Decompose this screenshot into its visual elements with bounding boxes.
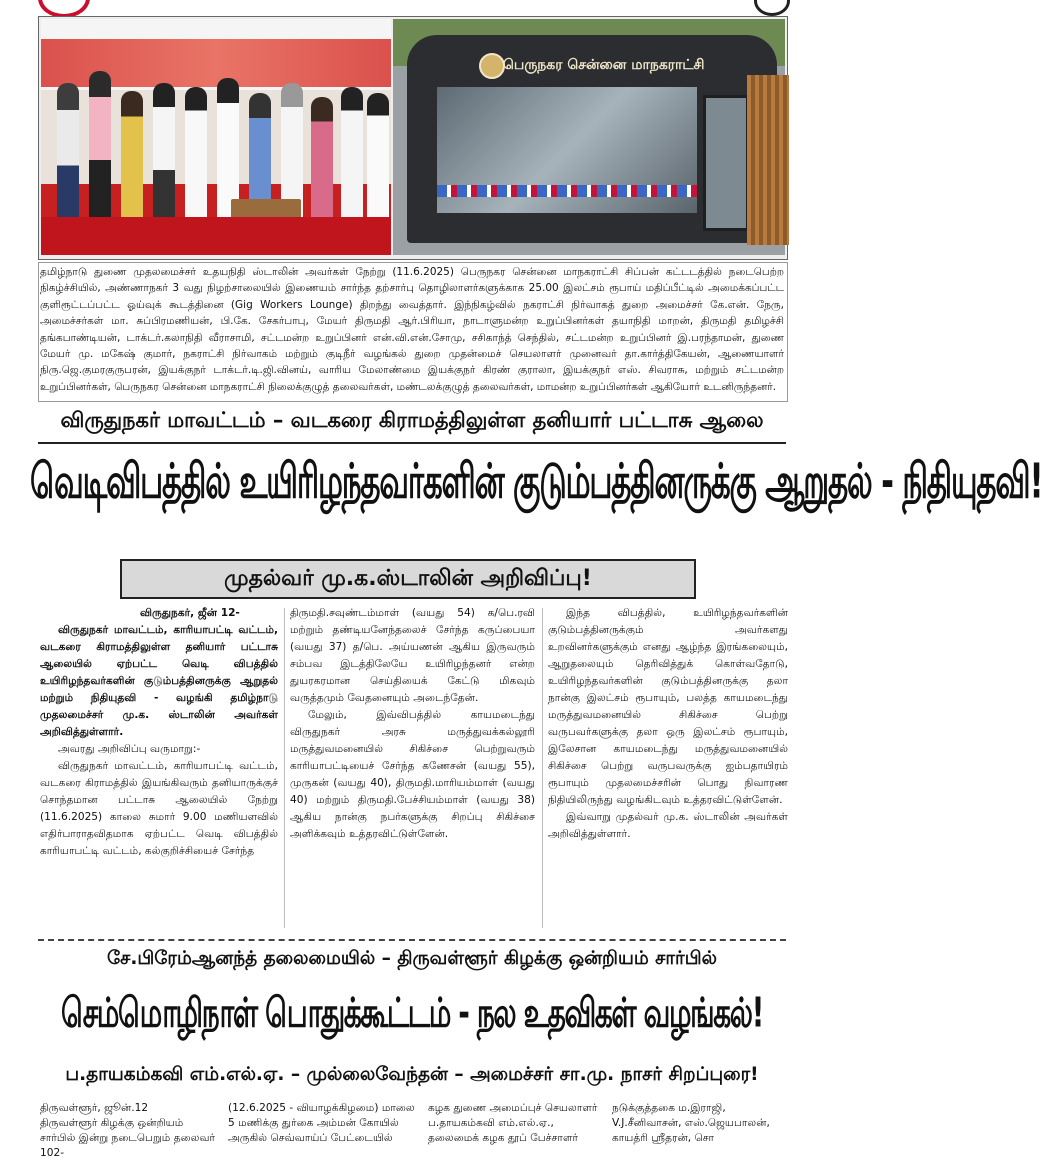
paragraph: இந்த விபத்தில், உயிரிழந்தவர்களின் குடும்பத்தினருக்கும் அவர்களது உறவினர்களுக்கும் எனது ஆழ்ந்த இரங்கலையும், ஆறுதலையும் தெரிவித்துக் கொள்வதோடு, உயிரிழந்தவர்களின் குடும்பத்தினருக்கு தலா நான்கு இலட்சம் ரூபாயும், பலத்த காயமடைந்து மருத்துவமனையில் சிகிச்சை பெற்று வருபவர்களுக்கு தலா ஒரு இலட்சம் ரூபாயும், இலேசான காயமடைந்து மருத்துவமனையில் சிகிச்சை பெற்று வருபவருக்கு ஐம்பதாயிரம் ரூபாயும் முதலமைச்சரின் பொது நிவாரண நிதியிலிருந்து வழங்கிடவும் உத்தரவிட்டுள்ளேன். — [548, 607, 788, 806]
person-figure — [341, 87, 363, 233]
story2-column-1: திருவள்ளூர், ஜூன்.12 திருவள்ளூர் கிழக்கு ஒன்றியம் சார்பில் இன்று நடைபெறும் தலைவர் 102- — [40, 1102, 216, 1159]
story1-column-2 — [290, 605, 535, 843]
story1-subhead: முதல்வர் மு.க.ஸ்டாலின் அறிவிப்பு! — [224, 566, 592, 591]
story2-column-4: நடுக்குத்தகை ம.இராஜி, V.J.சீனிவாசன், எஸ்.ஜெயபாலன், காயத்ரி ஸ்ரீதரன், சொ — [612, 1102, 770, 1144]
lounge-wood-panel — [747, 75, 789, 245]
person-figure — [367, 93, 389, 233]
dashed-divider — [38, 939, 786, 941]
divider — [38, 442, 786, 444]
photo-caption: தமிழ்நாடு துணை முதலமைச்சர் உதயநிதி ஸ்டாலின் அவர்கள் நேற்று (11.6.2025) பெருநகர சென்னை மாநகராட்சி சிப்பன் கட்டடத்தில் நடைபெற்ற நிகழ்ச்சியில், அண்ணாநகர் 3 வது நிழற்சாலையில் இணையம் சார்ந்த தற்சார்பு தொழிலாளர்களுக்காக 25.00 இலட்சம் ரூபாய் மதிப்பீட்டில் அமைக்கப்பட்ட குளிரூட்டப்பட்ட ஓய்வுக் கூடத்தினை (Gig Workers Lounge) திறந்து வைத்தார். இந்நிகழ்வில் நகராட்சி நிர்வாகத் துறை அமைச்சர் கே.என். நேரு, அமைச்சர்கள் மா. சுப்பிரமணியன், பி.கே. சேகர்பாபு, மேயர் திருமதி ஆர்.பிரியா, நாடாளுமன்ற உறுப்பினர்கள் தயாநிதி மாறன், திருமதி தமிழச்சி தங்கபாண்டியன், டாக்டர்.கலாநிதி வீராசாமி, சட்டமன்ற உறுப்பினர் என்.வி.என்.சோமு, சசிகாந்த் செந்தில், சட்டமன்ற உறுப்பினர் இ.பரந்தாமன், துணை மேயர் மு. மகேஷ் குமார், நகராட்சி நிர்வாகம் மற்றும் குடிநீர் வழங்கல் துறை முதன்மைச் செயலாளர் முனைவர் தா.கார்த்திகேயன், ஆணையாளர் நிரு.ஜெ.குமரகுருபரன், இயக்குநர் டாக்டர்.டி.ஜி.வினய், வாரிய மேலாண்மை இயக்குநர் கிரண் குராலா, இயக்குநர் எஸ். சிவராசு, மற்றும் சட்டமன்ற உறுப்பினர்கள், பெருநகர சென்னை மாநகராட்சி நிலைக்குழுத் தலைவர்கள், மண்டலக்குழுத் தலைவர்கள், மாமன்ற உறுப்பினர்கள் ஆகியோர் உடனிருந்தனர். — [40, 266, 785, 393]
masthead-strip — [0, 0, 800, 14]
person-figure — [57, 83, 79, 233]
story2-subhead: ப.தாயகம்கவி எம்.எல்.ஏ. – முல்லைவேந்தன் – அமைச்சர் சா.மு. நாசர் சிறப்புரை! — [65, 1064, 759, 1085]
paragraph: இவ்வாறு முதல்வர் மு.க. ஸ்டாலின் அவர்கள் அறிவித்துள்ளார். — [548, 811, 788, 840]
person-figure — [185, 87, 207, 233]
story1-column-3 — [548, 605, 788, 843]
person-figure — [121, 91, 143, 233]
person-figure — [311, 97, 333, 233]
story2-column-2: (12.6.2025 - வியாழக்கிழமை) மாலை 5 மணிக்கு துர்கை அம்மன் கோயில் அருகில் செவ்வாய்ப் பேட்டையில் — [228, 1102, 415, 1144]
story2-column-3: கழக துணை அமைப்புச் செயலாளர் ப.தாயகம்கவி எம்.எல்.ஏ., தலைமைக் கழக தூப் பேச்சாளர் — [428, 1102, 598, 1144]
story2-headline: செம்மொழிநாள் பொதுக்கூட்டம் - நல உதவிகள் வழங்கல்! — [60, 989, 764, 1037]
red-stage-carpet — [41, 217, 391, 255]
person-figure — [153, 83, 175, 233]
lede-paragraph: விருதுநகர் மாவட்டம், காரியாபட்டி வட்டம், வடகரை கிராமத்திலுள்ள தனியார் பட்டாசு ஆலையில் ஏற்பட்ட வெடி விபத்தில் உயிரிழந்தவர்களின் குடும்பத்தினருக்கு ஆறுதல் மற்றும் நிதியுதவி - வழங்கி தமிழ்நாடு முதலமைச்சர் மு.க. ஸ்டாலின் அவர்கள் அறிவித்துள்ளார். — [40, 624, 278, 738]
lounge-signboard: பெருநகர சென்னை மாநகராட்சி — [503, 57, 705, 73]
person-figure — [89, 71, 111, 233]
lounge-door — [703, 95, 749, 231]
news-photo — [38, 16, 788, 260]
paragraph: அவரது அறிவிப்பு வருமாறு:- — [58, 743, 201, 755]
lounge-building — [407, 35, 777, 243]
paragraph: மேலும், இவ்விபத்தில் காயமடைந்து விருதுநகர் அரசு மருத்துவக்கல்லூரி மருத்துவமனையில் சிகிச்சை பெற்றுவரும் காரியாபட்டியைச் சேர்ந்த கணேசன் (வயது 55), முருகன் (வயது 40), திருமதி.மாரியம்மாள் (வயது 40) மற்றும் திருமதி.பேச்சியம்மாள் (வயது 38) ஆகிய நான்கு நபர்களுக்கு சிறப்பு சிகிச்சை அளிக்கவும் உத்தரவிட்டுள்ளேன். — [290, 709, 535, 840]
column-rule — [284, 608, 285, 928]
paragraph: விருதுநகர் மாவட்டம், காரியாபட்டி வட்டம், வடகரை கிராமத்தில் இயங்கிவரும் தனியாருக்குச் சொந்தமான பட்டாசு ஆலையில் நேற்று (11.6.2025) காலை சுமார் 9.00 மணியளவில் எதிர்பாராதவிதமாக ஏற்பட்ட வெடி விபத்தில் காரியாபட்டி வட்டம், கல்குறிச்சியைச் சேர்ந்த — [40, 760, 278, 857]
story1-headline: வெடிவிபத்தில் உயிரிழந்தவர்களின் குடும்பத்தினருக்கு ஆறுதல் - நிதியுதவி! — [30, 454, 1042, 510]
paragraph: திருமதி.சவுண்டம்மாள் (வயது 54) க/பெ.ரவி மற்றும் தண்டியனேந்தலைச் சேர்ந்த கருப்பையா (வயது 37) த/பெ. அய்யணன் ஆகிய இருவரும் சம்பவ இடத்திலேயே உயிரிழந்தனர் என்ற துயரகரமான செய்தியைக் கேட்டு மிகவும் வருத்தமும் வேதனையும் அடைந்தேன். — [290, 607, 535, 704]
gig-workers-lounge-photo — [393, 19, 785, 255]
event-stage-photo — [41, 19, 391, 255]
corporation-seal-icon — [479, 53, 505, 79]
lounge-stripe — [437, 185, 697, 197]
story1-column-1 — [40, 605, 278, 860]
dateline: விருதுநகர், ஜீன் 12- — [140, 607, 240, 619]
story2-kicker: சே.பிரேம்ஆனந்த் தலைமையில் – திருவள்ளூர் கிழக்கு ஒன்றியம் சார்பில் — [107, 948, 717, 969]
column-rule — [542, 608, 543, 928]
story1-kicker: விருதுநகர் மாவட்டம் – வடகரை கிராமத்திலுள்ள தனியார் பட்டாசு ஆலை — [60, 408, 764, 432]
